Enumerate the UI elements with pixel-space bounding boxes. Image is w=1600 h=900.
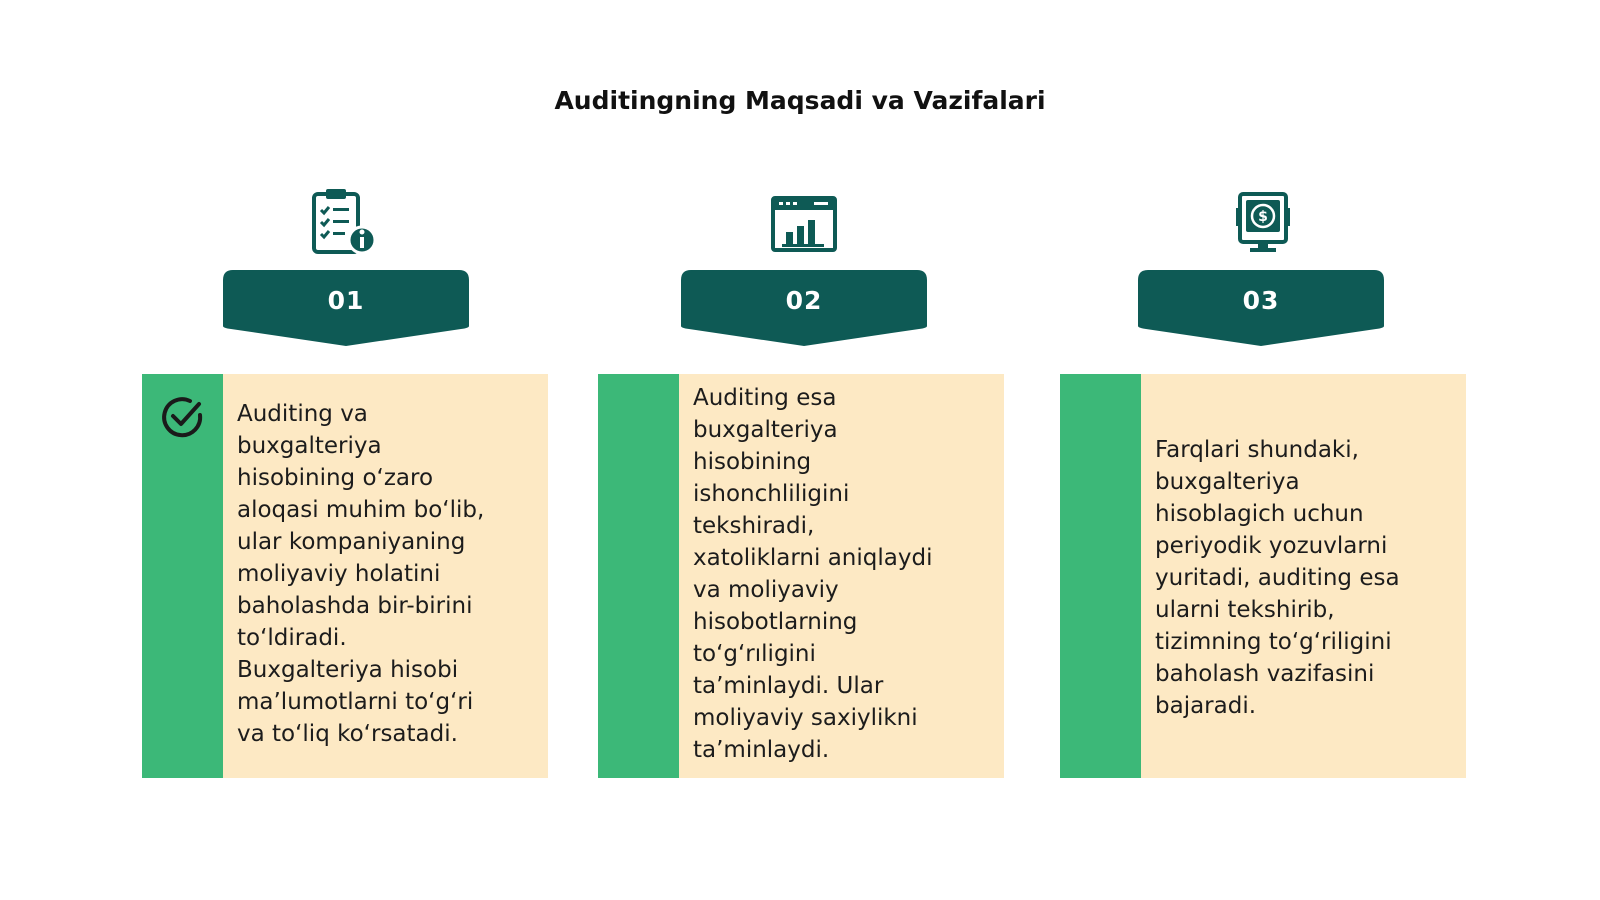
column-03 bbox=[1060, 0, 1480, 900]
card-accent-stripe bbox=[1060, 374, 1141, 778]
dollar-monitor-icon bbox=[1230, 188, 1298, 256]
badge-number: 02 bbox=[785, 286, 823, 315]
card-text: Auditing esa buxgalteriya hisobining ishonchliligini tekshiradi, xatoliklarni aniqlaydi va moliyaviy hisobotlarning to‘g‘rıligini ta’minlaydi. Ular moliyaviy saxiylikni ta’minlaydi. bbox=[693, 385, 933, 763]
card-text: Farqlari shundaki, buxgalteriya hisoblagich uchun periyodik yozuvlarni yuritadi, auditing esa ularni tekshirib, tizimning to‘g‘riligini baholash vazifasini bajaradi. bbox=[1155, 437, 1400, 719]
check-circle-icon bbox=[160, 394, 206, 440]
card-accent-stripe bbox=[598, 374, 679, 778]
info-card bbox=[1060, 374, 1466, 778]
number-badge bbox=[1138, 270, 1384, 346]
number-badge bbox=[223, 270, 469, 346]
card-accent-stripe bbox=[142, 374, 223, 778]
card-text: Auditing va buxgalteriya hisobining o‘zaro aloqasi muhim bo‘lib, ular kompaniyaning moliyaviy holatini baholashda bir-birini to‘ldiradi. Buxgalteriya hisobi ma’lumotlarni to‘g‘ri va to‘liq ko‘rsatadi. bbox=[237, 401, 485, 747]
info-card bbox=[598, 374, 1004, 778]
column-02 bbox=[598, 0, 1018, 900]
number-badge bbox=[681, 270, 927, 346]
svg-text:$: $ bbox=[1258, 209, 1268, 225]
clipboard-checklist-info-icon bbox=[310, 188, 378, 256]
page-title: Auditingning Maqsadi va Vazifalari bbox=[554, 86, 1046, 115]
badge-number: 01 bbox=[327, 286, 365, 315]
column-01 bbox=[142, 0, 562, 900]
badge-number: 03 bbox=[1242, 286, 1280, 315]
info-card bbox=[142, 374, 548, 778]
bar-chart-window-icon bbox=[770, 188, 838, 256]
